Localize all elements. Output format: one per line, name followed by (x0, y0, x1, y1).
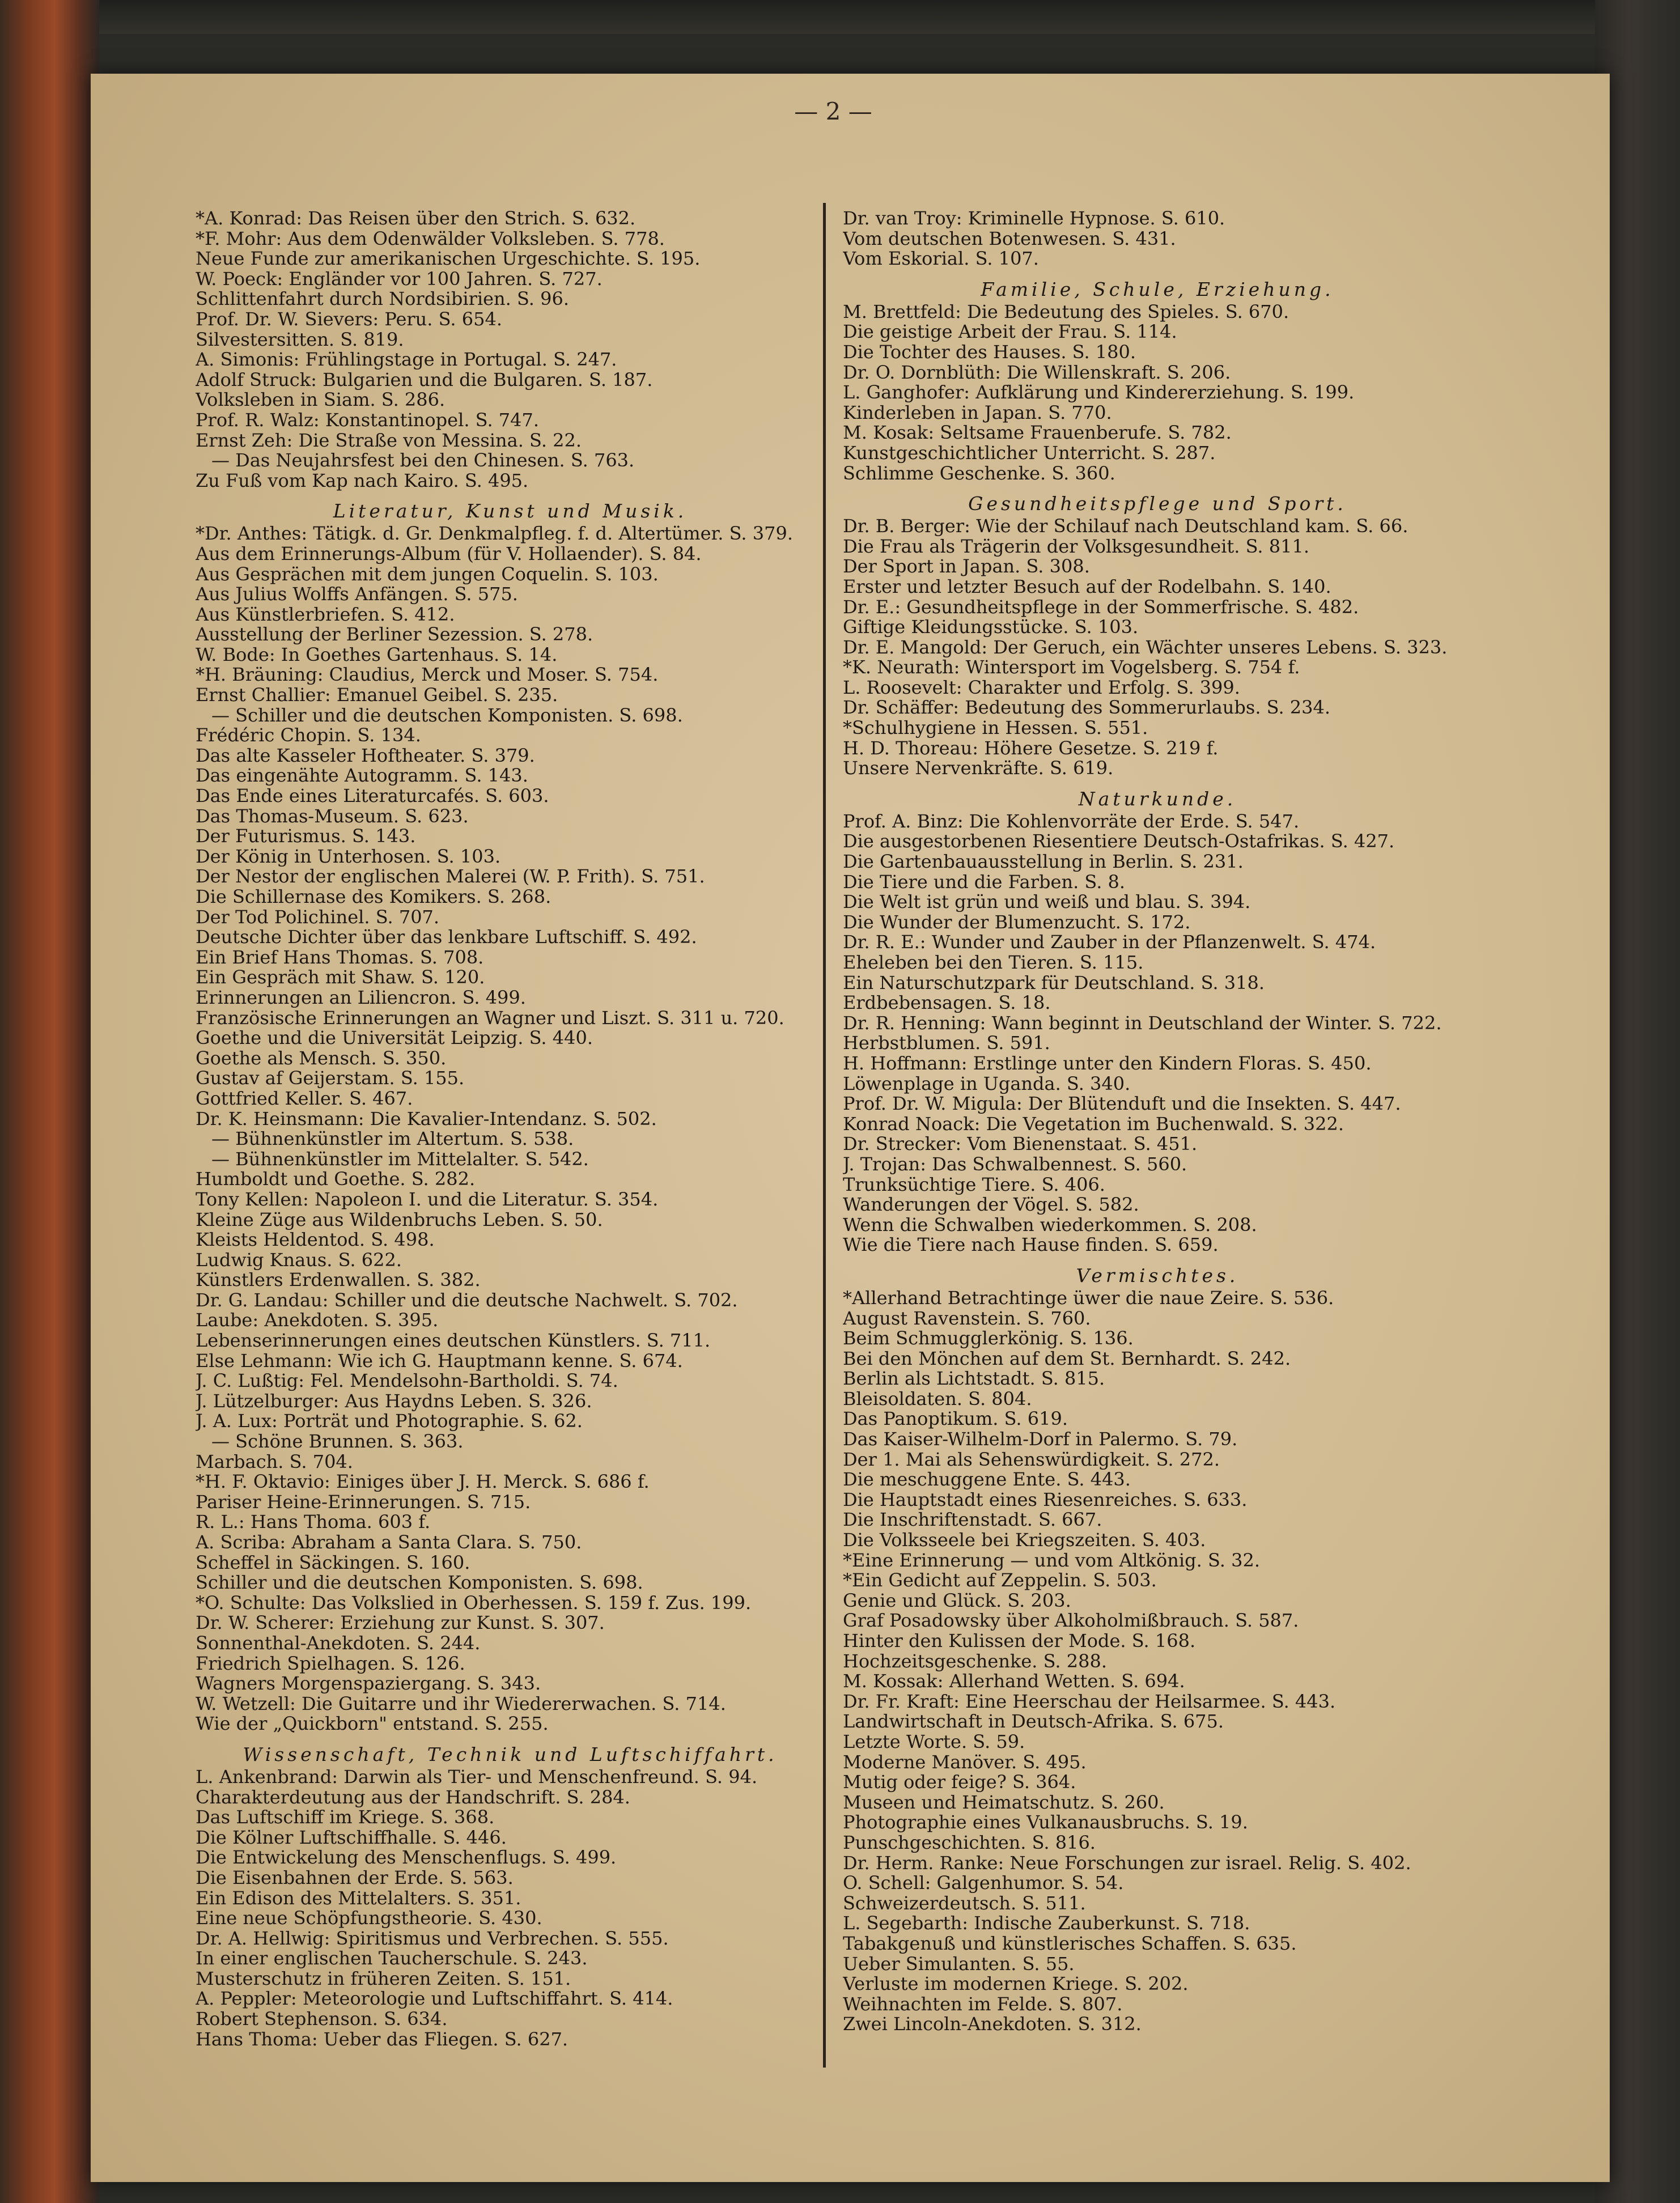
index-entry: J. Lützelburger: Aus Haydns Leben. S. 326. (196, 1391, 592, 1412)
index-entry: Marbach. S. 704. (196, 1451, 353, 1472)
family-list (843, 302, 1472, 483)
index-entry: Vom deutschen Botenwesen. S. 431. (843, 228, 1176, 249)
index-entry: Das Thomas-Museum. S. 623. (196, 806, 469, 827)
index-entry: Die Entwickelung des Menschenflugs. S. 499. (196, 1848, 617, 1868)
index-entry: L. Roosevelt: Charakter und Erfolg. S. 399. (843, 677, 1240, 698)
index-entry: — Bühnenkünstler im Mittelalter. S. 542. (211, 1149, 589, 1170)
page-number: — 2 — (794, 97, 872, 125)
book-binding-top (0, 0, 1680, 34)
index-entry: *K. Neurath: Wintersport im Vogelsberg. S. 754 f. (843, 657, 1300, 678)
index-entry: Friedrich Spielhagen. S. 126. (196, 1653, 465, 1674)
index-entry: Das Panoptikum. S. 619. (843, 1409, 1068, 1430)
index-entry: Dr. G. Landau: Schiller und die deutsche Nachwelt. S. 702. (196, 1290, 738, 1311)
index-entry: Dr. Herm. Ranke: Neue Forschungen zur israel. Relig. S. 402. (843, 1853, 1411, 1874)
index-entry: Aus dem Erinnerungs-Album (für V. Hollaender). S. 84. (196, 544, 702, 564)
index-entry: Dr. Schäffer: Bedeutung des Sommerurlaubs. S. 234. (843, 698, 1331, 719)
index-entry: Ein Brief Hans Thomas. S. 708. (196, 947, 484, 968)
index-entry: Der 1. Mai als Sehenswürdigkeit. S. 272. (843, 1449, 1220, 1470)
index-entry: Die Wunder der Blumenzucht. S. 172. (843, 912, 1191, 933)
index-entry: Laube: Anekdoten. S. 395. (196, 1310, 439, 1331)
index-entry: Die Eisenbahnen der Erde. S. 563. (196, 1867, 514, 1888)
index-entry: Eheleben bei den Tieren. S. 115. (843, 953, 1144, 973)
index-entry: Das Luftschiff im Kriege. S. 368. (196, 1807, 495, 1828)
nature-list (843, 812, 1472, 1255)
index-entry: Dr. A. Hellwig: Spiritismus und Verbrechen. S. 555. (196, 1928, 669, 1949)
index-entry: Dr. Fr. Kraft: Eine Heerschau der Heilsarmee. S. 443. (843, 1691, 1336, 1712)
index-entry: Goethe und die Universität Leipzig. S. 440. (196, 1028, 593, 1049)
index-entry: H. Hoffmann: Erstlinge unter den Kindern Floras. S. 450. (843, 1053, 1372, 1074)
index-entry: Wie die Tiere nach Hause finden. S. 659. (843, 1235, 1219, 1255)
index-entry: Aus Künstlerbriefen. S. 412. (196, 604, 455, 625)
index-entry: Erdbebensagen. S. 18. (843, 993, 1051, 1013)
index-entry: Charakterdeutung aus der Handschrift. S. 284. (196, 1787, 630, 1808)
index-entry: Goethe als Mensch. S. 350. (196, 1048, 447, 1069)
index-entry: Pariser Heine-Erinnerungen. S. 715. (196, 1492, 531, 1513)
index-entry: Die Tochter des Hauses. S. 180. (843, 342, 1136, 363)
index-entry: M. Brettfeld: Die Bedeutung des Spieles. S. 670. (843, 302, 1289, 322)
index-entry: Schiller und die deutschen Komponisten. S. 698. (196, 1573, 643, 1593)
index-entry: Dr. K. Heinsmann: Die Kavalier-Intendanz. S. 502. (196, 1109, 657, 1130)
index-entry: Die Hauptstadt eines Riesenreiches. S. 633. (843, 1489, 1248, 1510)
index-entry: Tony Kellen: Napoleon I. und die Literatur. S. 354. (196, 1189, 659, 1210)
index-entry: Die Volksseele bei Kriegszeiten. S. 403. (843, 1530, 1206, 1551)
index-entry: *F. Mohr: Aus dem Odenwälder Volksleben. S. 778. (196, 228, 665, 249)
index-entry: A. Peppler: Meteorologie und Luftschiffahrt. S. 414. (196, 1989, 673, 2010)
index-entry: Photographie eines Vulkanausbruchs. S. 19. (843, 1813, 1248, 1833)
index-entry: Die Kölner Luftschiffhalle. S. 446. (196, 1827, 507, 1848)
index-entry: Gustav af Geijerstam. S. 155. (196, 1068, 465, 1089)
index-entry: Erinnerungen an Liliencron. S. 499. (196, 987, 526, 1008)
index-entry: Bleisoldaten. S. 804. (843, 1389, 1032, 1410)
index-entry: Lebenserinnerungen eines deutschen Künstlers. S. 711. (196, 1331, 711, 1351)
index-entry: *Schulhygiene in Hessen. S. 551. (843, 718, 1148, 738)
index-entry: Hochzeitsgeschenke. S. 288. (843, 1651, 1107, 1672)
index-entry: Schlittenfahrt durch Nordsibirien. S. 96. (196, 289, 569, 309)
index-entry: Die Welt ist grün und weiß und blau. S. 394. (843, 892, 1251, 912)
index-entry: R. L.: Hans Thoma. 603 f. (196, 1512, 431, 1533)
section-heading-health: Gesundheitspflege und Sport. (968, 493, 1347, 515)
index-entry: Löwenplage in Uganda. S. 340. (843, 1073, 1131, 1094)
index-entry: L. Ganghofer: Aufklärung und Kindererziehung. S. 199. (843, 383, 1355, 403)
index-entry: J. C. Lußtig: Fel. Mendelsohn-Bartholdi. S. 74. (196, 1371, 618, 1391)
travel-list (196, 209, 825, 491)
index-entry: Die Gartenbauausstellung in Berlin. S. 231. (843, 852, 1244, 872)
index-entry: Schlimme Geschenke. S. 360. (843, 463, 1115, 484)
index-entry: Prof. Dr. W. Sievers: Peru. S. 654. (196, 309, 502, 330)
index-entry: Prof. Dr. W. Migula: Der Blütenduft und die Insekten. S. 447. (843, 1094, 1401, 1114)
index-entry: Künstlers Erdenwallen. S. 382. (196, 1270, 481, 1291)
index-entry: Ein Naturschutzpark für Deutschland. S. 318. (843, 973, 1265, 994)
index-entry: A. Scriba: Abraham a Santa Clara. S. 750. (196, 1533, 582, 1553)
index-entry: Der Tod Polichinel. S. 707. (196, 907, 440, 928)
index-entry: Volksleben in Siam. S. 286. (196, 390, 446, 410)
index-entry: Ludwig Knaus. S. 622. (196, 1250, 402, 1271)
index-entry: Dr. W. Scherer: Erziehung zur Kunst. S. 307. (196, 1613, 605, 1633)
section-heading-science: Wissenschaft, Technik und Luftschiffahrt. (243, 1743, 778, 1765)
index-entry: Giftige Kleidungsstücke. S. 103. (843, 617, 1139, 638)
index-entry: Der Futurismus. S. 143. (196, 826, 416, 847)
index-entry: Ein Edison des Mittelalters. S. 351. (196, 1888, 521, 1909)
index-entry: A. Simonis: Frühlingstage in Portugal. S. 247. (196, 350, 617, 370)
index-entry: Kunstgeschichtlicher Unterricht. S. 287. (843, 443, 1216, 464)
index-entry: Das Kaiser-Wilhelm-Dorf in Palermo. S. 79. (843, 1429, 1238, 1450)
index-entry: *Dr. Anthes: Tätigk. d. Gr. Denkmalpfleg. f. d. Altertümer. S. 379. (196, 524, 794, 544)
index-entry: Die Inschriftenstadt. S. 667. (843, 1510, 1102, 1531)
index-entry: J. Trojan: Das Schwalbennest. S. 560. (843, 1154, 1187, 1175)
index-entry: Kinderleben in Japan. S. 770. (843, 402, 1112, 423)
index-entry: Berlin als Lichtstadt. S. 815. (843, 1369, 1105, 1389)
index-entry: Wenn die Schwalben wiederkommen. S. 208. (843, 1215, 1257, 1236)
index-entry: Prof. R. Walz: Konstantinopel. S. 747. (196, 410, 540, 431)
section-heading-misc: Vermischtes. (1076, 1264, 1239, 1287)
index-entry: Scheffel in Säckingen. S. 160. (196, 1552, 470, 1573)
index-entry: *Eine Erinnerung — und vom Altkönig. S. 32. (843, 1550, 1260, 1571)
index-entry: Bei den Mönchen auf dem St. Bernhardt. S. 242. (843, 1348, 1291, 1369)
index-entry: Dr. E.: Gesundheitspflege in der Sommerfrische. S. 482. (843, 597, 1359, 618)
science-list (196, 1767, 825, 2049)
index-entry: Tabakgenuß und künstlerisches Schaffen. S. 635. (843, 1933, 1297, 1954)
health-list (843, 516, 1472, 779)
right-column (843, 209, 1472, 2035)
index-entry: J. A. Lux: Porträt und Photographie. S. 62. (196, 1411, 583, 1432)
index-entry: In einer englischen Taucherschule. S. 243. (196, 1949, 588, 1969)
index-entry: Trunksüchtige Tiere. S. 406. (843, 1174, 1105, 1195)
index-entry: Frédéric Chopin. S. 134. (196, 725, 421, 746)
section-heading-nature: Naturkunde. (1078, 787, 1237, 810)
index-entry: Dr. B. Berger: Wie der Schilauf nach Deutschland kam. S. 66. (843, 516, 1409, 537)
index-entry: Kleists Heldentod. S. 498. (196, 1230, 435, 1250)
index-entry: Das Ende eines Literaturcafés. S. 603. (196, 786, 549, 807)
index-entry: Die Schillernase des Komikers. S. 268. (196, 887, 551, 907)
index-entry: Konrad Noack: Die Vegetation im Buchenwald. S. 322. (843, 1114, 1344, 1135)
index-entry: W. Bode: In Goethes Gartenhaus. S. 14. (196, 644, 558, 665)
index-entry: Eine neue Schöpfungstheorie. S. 430. (196, 1908, 542, 1929)
index-entry: Herbstblumen. S. 591. (843, 1033, 1050, 1054)
index-entry: Die Tiere und die Farben. S. 8. (843, 872, 1126, 893)
index-entry: Robert Stephenson. S. 634. (196, 2009, 448, 2030)
index-entry: Letzte Worte. S. 59. (843, 1731, 1025, 1752)
index-entry: *Ein Gedicht auf Zeppelin. S. 503. (843, 1570, 1157, 1591)
index-entry: — Schiller und die deutschen Komponisten. S. 698. (211, 705, 683, 726)
index-entry: Das alte Kasseler Hoftheater. S. 379. (196, 745, 535, 766)
index-entry: Das eingenähte Autogramm. S. 143. (196, 766, 528, 787)
index-entry: M. Kossak: Allerhand Wetten. S. 694. (843, 1671, 1185, 1692)
index-entry: Die geistige Arbeit der Frau. S. 114. (843, 322, 1177, 342)
index-entry: Wanderungen der Vögel. S. 582. (843, 1195, 1139, 1215)
index-entry: Die Frau als Trägerin der Volksgesundheit. S. 811. (843, 536, 1309, 557)
index-entry: Wie der „Quickborn" entstand. S. 255. (196, 1714, 549, 1734)
index-entry: Die meschuggene Ente. S. 443. (843, 1470, 1131, 1490)
index-entry: W. Poeck: Engländer vor 100 Jahren. S. 727. (196, 269, 603, 290)
index-entry: Landwirtschaft in Deutsch-Afrika. S. 675. (843, 1712, 1224, 1732)
index-entry: Kleine Züge aus Wildenbruchs Leben. S. 50. (196, 1209, 603, 1230)
index-entry: H. D. Thoreau: Höhere Gesetze. S. 219 f. (843, 738, 1219, 759)
index-entry: Vom Eskorial. S. 107. (843, 249, 1039, 269)
index-entry: Graf Posadowsky über Alkoholmißbrauch. S. 587. (843, 1611, 1299, 1631)
index-entry: Punschgeschichten. S. 816. (843, 1832, 1096, 1853)
index-entry: *A. Konrad: Das Reisen über den Strich. S. 632. (196, 209, 636, 229)
index-entry: Verluste im modernen Kriege. S. 202. (843, 1974, 1189, 1994)
top-list (843, 209, 1472, 269)
index-entry: Unsere Nervenkräfte. S. 619. (843, 758, 1114, 779)
section-heading-family: Familie, Schule, Erziehung. (981, 278, 1334, 300)
index-entry: Dr. R. Henning: Wann beginnt in Deutschland der Winter. S. 722. (843, 1013, 1442, 1034)
left-column (196, 209, 825, 2049)
index-entry: Beim Schmugglerkönig. S. 136. (843, 1328, 1134, 1349)
index-entry: Hans Thoma: Ueber das Fliegen. S. 627. (196, 2029, 569, 2050)
index-entry: Die ausgestorbenen Riesentiere Deutsch-Ostafrikas. S. 427. (843, 831, 1395, 852)
index-entry: Dr. van Troy: Kriminelle Hypnose. S. 610. (843, 209, 1225, 229)
index-entry: L. Segebarth: Indische Zauberkunst. S. 718. (843, 1913, 1250, 1934)
misc-list (843, 1288, 1472, 2035)
index-entry: Dr. Strecker: Vom Bienenstaat. S. 451. (843, 1134, 1198, 1154)
index-entry: August Ravenstein. S. 760. (843, 1308, 1091, 1329)
index-entry: Musterschutz in früheren Zeiten. S. 151. (196, 1968, 571, 1989)
index-entry: *O. Schulte: Das Volkslied in Oberhessen. S. 159 f. Zus. 199. (196, 1593, 752, 1614)
index-entry: W. Wetzell: Die Guitarre und ihr Wiedererwachen. S. 714. (196, 1693, 726, 1714)
index-entry: M. Kosak: Seltsame Frauenberufe. S. 782. (843, 423, 1232, 443)
index-entry: Wagners Morgenspaziergang. S. 343. (196, 1674, 541, 1694)
index-entry: Dr. E. Mangold: Der Geruch, ein Wächter unseres Lebens. S. 323. (843, 637, 1448, 658)
index-entry: — Schöne Brunnen. S. 363. (211, 1432, 464, 1452)
index-entry: Humboldt und Goethe. S. 282. (196, 1169, 476, 1190)
index-entry: — Das Neujahrsfest bei den Chinesen. S. 763. (211, 451, 635, 471)
index-entry: Sonnenthal-Anekdoten. S. 244. (196, 1633, 481, 1654)
literature-list (196, 524, 825, 1734)
index-entry: Prof. A. Binz: Die Kohlenvorräte der Erde. S. 547. (843, 811, 1300, 832)
index-entry: Hinter den Kulissen der Mode. S. 168. (843, 1631, 1196, 1652)
book-binding-left (0, 0, 99, 2203)
index-entry: Mutig oder feige? S. 364. (843, 1772, 1076, 1793)
index-entry: Ernst Challier: Emanuel Geibel. S. 235. (196, 685, 558, 706)
index-entry: *H. Bräuning: Claudius, Merck und Moser. S. 754. (196, 665, 659, 686)
index-entry: O. Schell: Galgenhumor. S. 54. (843, 1873, 1124, 1894)
index-entry: Schweizerdeutsch. S. 511. (843, 1893, 1086, 1914)
index-entry: Aus Julius Wolffs Anfängen. S. 575. (196, 584, 518, 605)
section-heading-literature: Literatur, Kunst und Musik. (333, 500, 688, 523)
index-entry: Aus Gesprächen mit dem jungen Coquelin. S. 103. (196, 564, 659, 585)
index-entry: Weihnachten im Felde. S. 807. (843, 1994, 1123, 2015)
index-entry: Ein Gespräch mit Shaw. S. 120. (196, 967, 485, 988)
index-entry: Zwei Lincoln-Anekdoten. S. 312. (843, 2014, 1142, 2035)
index-entry: Gottfried Keller. S. 467. (196, 1088, 413, 1109)
index-entry: Silvestersitten. S. 819. (196, 329, 404, 350)
index-entry: — Bühnenkünstler im Altertum. S. 538. (211, 1129, 574, 1149)
index-entry: Dr. O. Dornblüth: Die Willenskraft. S. 206. (843, 362, 1231, 383)
index-entry: Else Lehmann: Wie ich G. Hauptmann kenne. S. 674. (196, 1351, 683, 1372)
index-entry: Genie und Glück. S. 203. (843, 1590, 1071, 1611)
index-entry: Moderne Manöver. S. 495. (843, 1752, 1087, 1773)
index-entry: Neue Funde zur amerikanischen Urgeschichte. S. 195. (196, 249, 701, 269)
index-entry: *H. F. Oktavio: Einiges über J. H. Merck. S. 686 f. (196, 1472, 650, 1492)
index-entry: Französische Erinnerungen an Wagner und Liszt. S. 311 u. 720. (196, 1008, 784, 1029)
index-entry: Dr. R. E.: Wunder und Zauber in der Pflanzenwelt. S. 474. (843, 932, 1376, 953)
index-entry: Der König in Unterhosen. S. 103. (196, 846, 501, 867)
index-entry: L. Ankenbrand: Darwin als Tier- und Menschenfreund. S. 94. (196, 1767, 758, 1788)
index-entry: Ueber Simulanten. S. 55. (843, 1954, 1075, 1975)
index-entry: *Allerhand Betrachtinge üwer die naue Zeire. S. 536. (843, 1288, 1334, 1309)
index-entry: Museen und Heimatschutz. S. 260. (843, 1792, 1165, 1813)
index-entry: Der Nestor der englischen Malerei (W. P. Frith). S. 751. (196, 867, 705, 887)
index-entry: Ausstellung der Berliner Sezession. S. 278. (196, 625, 593, 645)
index-entry: Erster und letzter Besuch auf der Rodelbahn. S. 140. (843, 576, 1331, 597)
index-entry: Deutsche Dichter über das lenkbare Luftschiff. S. 492. (196, 927, 697, 948)
index-entry: Der Sport in Japan. S. 308. (843, 557, 1090, 577)
index-entry: Ernst Zeh: Die Straße von Messina. S. 22. (196, 430, 582, 451)
index-entry: Zu Fuß vom Kap nach Kairo. S. 495. (196, 470, 529, 491)
index-entry: Adolf Struck: Bulgarien und die Bulgaren. S. 187. (196, 370, 653, 390)
